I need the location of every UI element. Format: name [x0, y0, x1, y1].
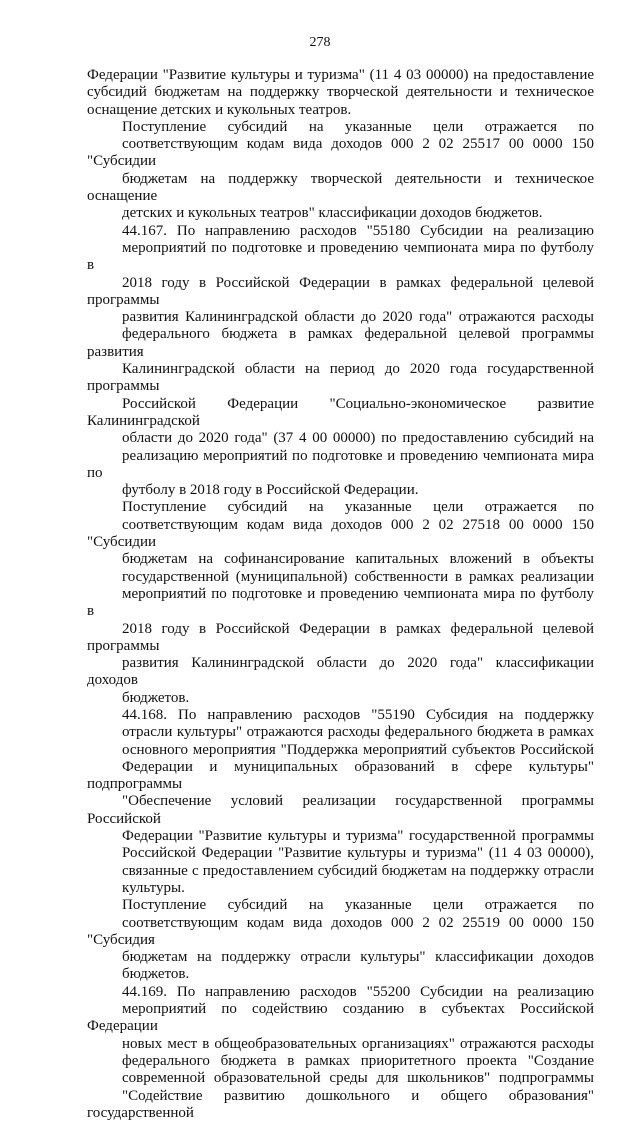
text-line: государственной (муниципальной) собственности в рамках реализации — [122, 568, 594, 585]
text-line: мероприятий по подготовке и проведению чемпионата мира по футболу в — [87, 239, 594, 274]
text-line: культуры. — [122, 879, 185, 896]
text-line: бюджетов. — [122, 689, 190, 706]
text-line: основного мероприятия "Поддержка мероприятий субъектов Российской — [122, 741, 594, 758]
text-line: развития Калининградской области до 2020 года" классификации доходов — [87, 655, 594, 689]
text-line: соответствующим кодам вида доходов 000 2 02 25517 00 0000 150 "Субсидии — [87, 136, 594, 170]
document-body — [87, 67, 594, 1122]
text-line: мероприятий по содействию созданию в субъектах Российской Федерации — [87, 1001, 594, 1035]
text-line: 44.169. По направлению расходов "55200 Субсидии на реализацию — [122, 983, 594, 1000]
text-line: Федерации "Развитие культуры и туризма" государственной программы — [122, 828, 594, 845]
text-line: соответствующим кодам вида доходов 000 2 02 27518 00 0000 150 "Субсидии — [87, 516, 594, 551]
text-line: "Обеспечение условий реализации государственной программы Российской — [87, 793, 594, 827]
paragraph — [87, 67, 594, 119]
text-line: Российской Федерации "Социально-экономическое развитие Калининградской — [87, 395, 594, 429]
text-line: Поступление субсидий на указанные цели отражается по — [122, 118, 594, 135]
text-line: мероприятий по подготовке и проведению чемпионата мира по футболу в — [87, 585, 594, 620]
text-line: Поступление субсидий на указанные цели отражается по — [122, 499, 594, 516]
text-line: Калининградской области на период до 2020 года государственной программы — [87, 361, 594, 395]
text-line: 44.168. По направлению расходов "55190 Субсидия на поддержку — [122, 706, 594, 723]
text-line: федерального бюджета в рамках приоритетного проекта "Создание — [122, 1052, 594, 1069]
paragraph — [87, 499, 594, 707]
text-line: связанные с предоставлением субсидий бюджетам на поддержку отрасли — [122, 862, 594, 879]
text-line: Федерации "Развитие культуры и туризма" (11 4 03 00000) на предоставление — [87, 67, 594, 83]
text-line: бюджетам на поддержку творческой деятельности и техническое оснащение — [87, 170, 594, 205]
text-line: бюджетам на софинансирование капитальных вложений в объекты — [122, 551, 594, 568]
paragraph — [87, 223, 594, 500]
text-line: футболу в 2018 году в Российской Федерации. — [122, 482, 419, 499]
text-line: современной образовательной среды для школьников" подпрограммы — [122, 1070, 594, 1087]
text-line: бюджетам на поддержку отрасли культуры" классификации доходов — [122, 949, 594, 966]
text-line: 2018 году в Российской Федерации в рамках федеральной целевой программы — [87, 274, 594, 308]
text-line: оснащение детских и кукольных театров. — [87, 101, 352, 118]
text-line: 2018 году в Российской Федерации в рамках федеральной целевой программы — [87, 620, 594, 654]
text-line: Российской Федерации "Развитие культуры и туризма" (11 4 03 00000), — [122, 845, 594, 862]
text-line: области до 2020 года" (37 4 00 00000) по предоставлению субсидий на — [122, 430, 594, 447]
text-line: реализацию мероприятий по подготовке и проведению чемпионата мира по — [87, 447, 594, 481]
text-line: новых мест в общеобразовательных организациях" отражаются расходы — [122, 1035, 594, 1052]
text-line: Федерации и муниципальных образований в сфере культуры" подпрограммы — [87, 758, 594, 793]
text-line: детских и кукольных театров" классификации доходов бюджетов. — [122, 205, 543, 222]
text-line: "Содействие развитию дошкольного и общего образования" государственной — [87, 1087, 594, 1121]
page-number: 278 — [309, 35, 331, 50]
text-line: федерального бюджета в рамках федеральной целевой программы развития — [87, 326, 594, 360]
text-line: Поступление субсидий на указанные цели отражается по — [122, 897, 594, 914]
text-line: соответствующим кодам вида доходов 000 2 02 25519 00 0000 150 "Субсидия — [87, 914, 594, 948]
paragraph — [87, 707, 594, 897]
text-line: 44.167. По направлению расходов "55180 Субсидии на реализацию — [122, 222, 594, 239]
text-line: субсидий бюджетам на поддержку творческой деятельности и техническое — [87, 84, 594, 101]
text-line: бюджетов. — [122, 966, 190, 983]
paragraph — [87, 984, 594, 1122]
text-line: отрасли культуры" отражаются расходы федерального бюджета в рамках — [122, 724, 594, 741]
text-line: развития Калининградской области до 2020 года" отражаются расходы — [122, 309, 594, 326]
paragraph — [87, 119, 594, 223]
paragraph — [87, 897, 594, 983]
